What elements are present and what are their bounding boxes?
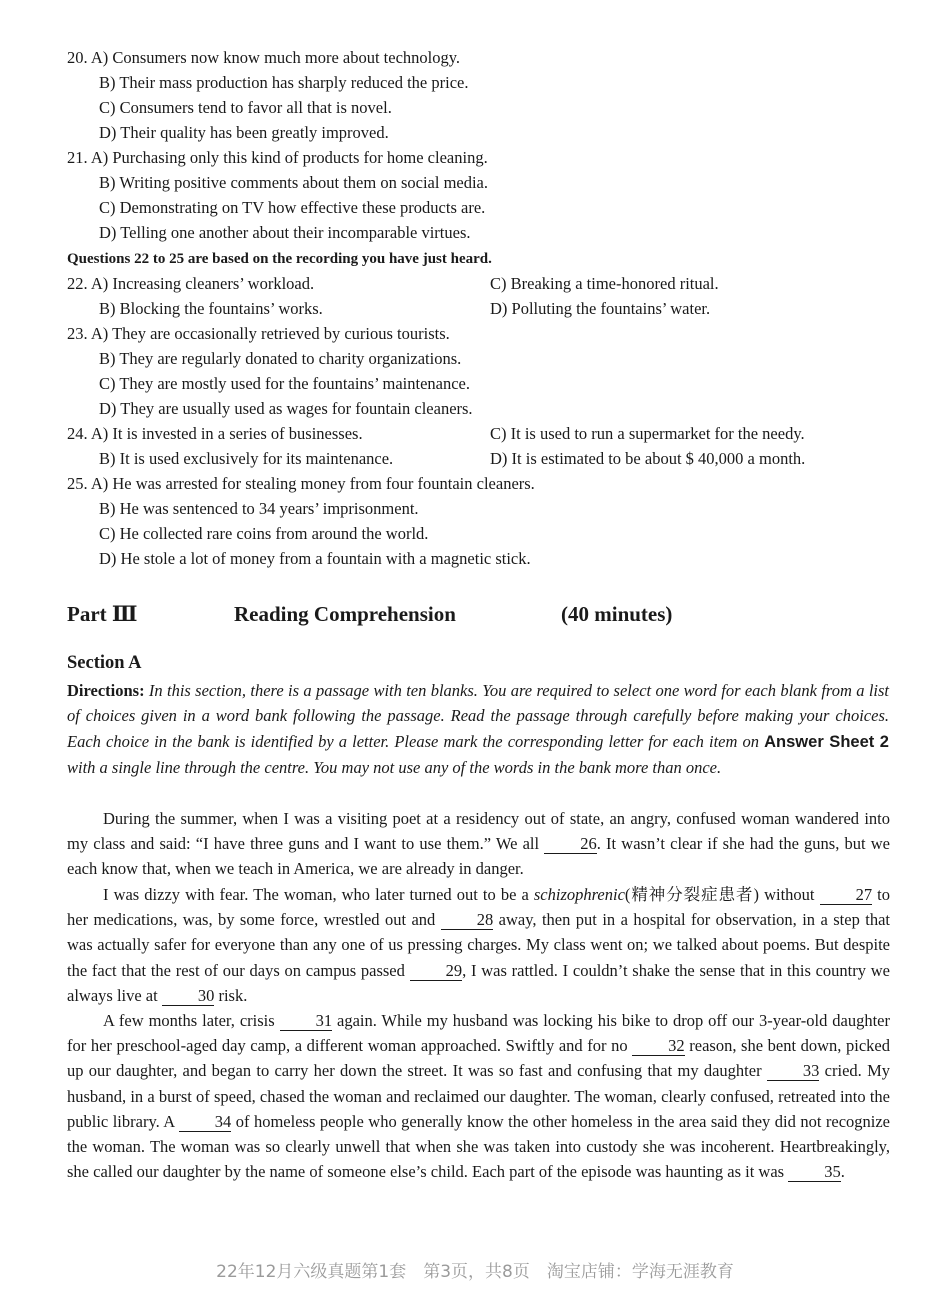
question-number: 22.: [67, 274, 88, 293]
part-time: (40 minutes): [561, 602, 673, 626]
passage-text: reason, she bent down, picked up our daughter, and began to carry her down the street. It was so fast and confusing that my daughter: [67, 1036, 890, 1081]
question-number: 20.: [67, 48, 88, 67]
option-text: A) Consumers now know much more about technology.: [90, 48, 461, 67]
section-title: Section A: [67, 653, 142, 673]
question-25-option-d: D) He stole a lot of money from a fountain with a magnetic stick.: [99, 549, 531, 568]
passage-text: , I was rattled. I couldn’t shake the sense that in this country we always live at: [67, 960, 890, 1005]
passage-text: cried. My husband, in a burst of speed, chased the woman and reclaimed our daughter. The woman, clearly confused, retreated into the public library. A: [67, 1061, 890, 1131]
question-23-option-b: B) They are regularly donated to charity organizations.: [99, 349, 462, 368]
blank-35[interactable]: 35: [788, 1163, 841, 1182]
question-20-option-b: B) Their mass production has sharply reduced the price.: [99, 73, 469, 92]
blank-32[interactable]: 32: [632, 1037, 685, 1056]
blank-26[interactable]: 26: [544, 835, 597, 854]
question-21-option-d: D) Telling one another about their incomparable virtues.: [99, 223, 471, 242]
answer-sheet-label: Answer Sheet 2: [764, 732, 889, 751]
question-21-option-b: B) Writing positive comments about them on social media.: [99, 173, 489, 192]
chinese-gloss: (精神分裂症患者): [624, 885, 759, 904]
option-text: A) They are occasionally retrieved by curious tourists.: [90, 324, 450, 343]
question-21-option-c: C) Demonstrating on TV how effective these products are.: [99, 198, 486, 217]
question-24-option-c: C) It is used to run a supermarket for the needy.: [490, 424, 805, 443]
passage-paragraph-2: [67, 882, 890, 1008]
blank-27[interactable]: 27: [820, 886, 873, 905]
page-footer: 22年12月六级真题第1套 第3页，共8页 淘宝店铺：学海无涯教育: [216, 1262, 734, 1282]
directions-text-1: In this section, there is a passage with ten blanks. You are required to select one word for each blank from a list of choices given in a word bank following the passage. Read the passage through carefully before making your choices. Each choice in the bank is identified by a letter. Please mark the corresponding letter for each item on: [67, 681, 889, 751]
directions-text-2: with a single line through the centre. You may not use any of the words in the bank more than once.: [67, 757, 722, 777]
question-20-option-d: D) Their quality has been greatly improved.: [99, 123, 389, 142]
question-22-option-a: [67, 273, 314, 295]
question-20-option-a: [67, 47, 460, 69]
passage-text: away, then put in a hospital for observation, in a step that was actually safer for everyone than any one of us pressing charges. My class went on; we talked about poems. But despite the fact that the rest of our days on campus passed: [67, 910, 890, 980]
question-25-option-a: [67, 473, 535, 495]
directions-paragraph: [67, 678, 889, 780]
blank-29[interactable]: 29: [410, 962, 463, 981]
passage-text: A few months later, crisis: [103, 1011, 280, 1030]
passage-text: of homeless people who generally know the other homeless in the area said they did not recognize the woman. The woman was so clearly unwell that when she was taken into custody she was incoherent. Heartbreakingly, she called our daughter by the name of someone else’s child. Each part of the episode was haunting as it was: [67, 1111, 890, 1182]
blank-30[interactable]: 30: [162, 987, 215, 1006]
question-number: 21.: [67, 148, 88, 167]
option-text: A) It is invested in a series of businesses.: [90, 424, 363, 443]
passage-paragraph-3: [67, 1008, 890, 1184]
passage-text: .: [840, 1162, 845, 1182]
passage-text: I was dizzy with fear. The woman, who later turned out to be a: [103, 885, 534, 904]
question-number: 24.: [67, 424, 88, 443]
passage-text: to her medications, was, by some force, wrestled out and: [67, 885, 890, 930]
blank-28[interactable]: 28: [441, 911, 494, 930]
passage-text: without: [759, 885, 820, 904]
question-22-option-d: D) Polluting the fountains’ water.: [490, 299, 711, 318]
italic-term: schizophrenic: [533, 885, 625, 904]
question-21-option-a: [67, 147, 488, 169]
part-title: Reading Comprehension: [234, 602, 456, 626]
question-24-option-a: [67, 423, 363, 445]
blank-31[interactable]: 31: [280, 1012, 333, 1031]
option-text: A) Purchasing only this kind of products for home cleaning.: [90, 148, 488, 167]
blank-33[interactable]: 33: [767, 1062, 820, 1081]
question-23-option-c: C) They are mostly used for the fountains’ maintenance.: [99, 374, 470, 393]
question-25-option-b: B) He was sentenced to 34 years’ imprisonment.: [99, 499, 419, 518]
recording-instruction: Questions 22 to 25 are based on the recording you have just heard.: [67, 251, 492, 267]
question-24-option-d: D) It is estimated to be about $ 40,000 a month.: [490, 449, 806, 468]
option-text: A) Increasing cleaners’ workload.: [90, 274, 315, 293]
question-23-option-d: D) They are usually used as wages for fountain cleaners.: [99, 399, 473, 418]
passage-text: . It wasn’t clear if she had the guns, but we each know that, when we teach in America, we are already in danger.: [67, 834, 890, 879]
passage-text: again. While my husband was locking his bike to drop off our 3-year-old daughter for her preschool-aged day camp, a different woman approached. Swiftly and for no: [67, 1011, 890, 1056]
blank-34[interactable]: 34: [179, 1113, 232, 1132]
question-number: 25.: [67, 474, 88, 493]
passage-paragraph-1: [67, 806, 890, 882]
question-22-option-c: C) Breaking a time-honored ritual.: [490, 274, 719, 293]
passage-text: risk.: [214, 985, 248, 1005]
question-25-option-c: C) He collected rare coins from around the world.: [99, 524, 429, 543]
option-text: A) He was arrested for stealing money from four fountain cleaners.: [90, 474, 535, 493]
question-number: 23.: [67, 324, 88, 343]
question-22-option-b: B) Blocking the fountains’ works.: [99, 299, 323, 318]
question-23-option-a: [67, 323, 450, 345]
question-24-option-b: B) It is used exclusively for its maintenance.: [99, 449, 394, 468]
question-20-option-c: C) Consumers tend to favor all that is novel.: [99, 98, 392, 117]
passage-text: During the summer, when I was a visiting poet at a residency out of state, an angry, confused woman wandered into my class and said: “I have three guns and I want to use them.” We all: [67, 809, 890, 854]
directions-label: Directions:: [67, 681, 145, 700]
part-label: Part Ⅲ: [67, 602, 138, 626]
